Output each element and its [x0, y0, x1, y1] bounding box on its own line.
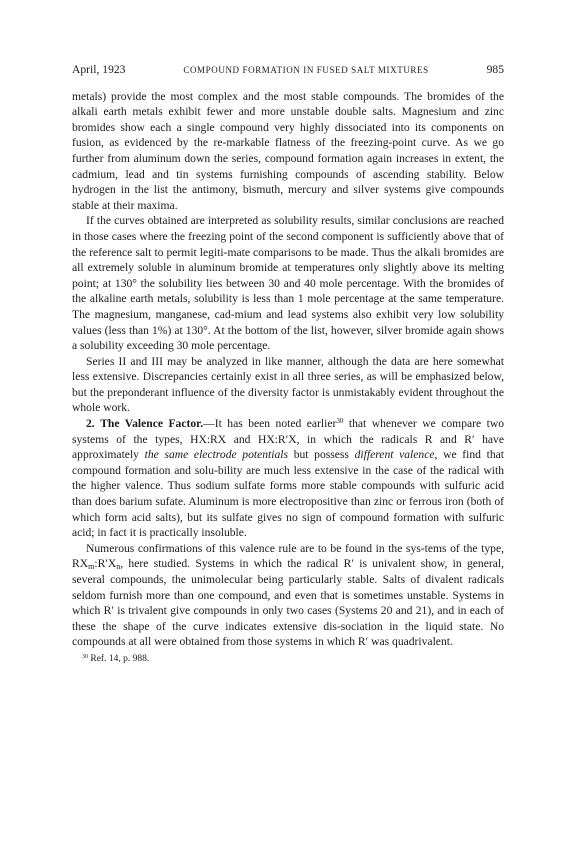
running-title: COMPOUND FORMATION IN FUSED SALT MIXTURES	[183, 65, 429, 75]
paragraph-5-text-1: Numerous confirmations of this valence rule are to be found in the sys-tems of the type, RX	[72, 541, 504, 571]
paragraph-4-text-3: but possess	[288, 448, 355, 462]
emphasis-different-valence: different valence	[354, 448, 435, 462]
running-header	[72, 62, 504, 79]
footnote-reference[interactable]: 30	[336, 417, 344, 426]
paragraph-4-text-1: —It has been noted earlier	[203, 417, 337, 431]
emphasis-electrode-potentials: the same electrode potentials	[144, 448, 289, 462]
subscript-m: m	[88, 562, 95, 572]
footnote-number: 30	[82, 653, 88, 660]
paragraph-3: Series II and III may be analyzed in like manner, although the data are here somewhat less extensive. Discrepancies certainly exist in all three series, as will be emphasized below, but the preponderant influence of the diversity factor is unmistakably evident throughout the whole work.	[72, 354, 504, 415]
journal-page	[72, 62, 504, 666]
paragraph-5	[72, 541, 504, 650]
paragraph-4	[72, 416, 504, 541]
section-heading: The Valence Factor.	[100, 417, 204, 431]
footnote	[72, 653, 504, 666]
paragraph-2: If the curves obtained are interpreted as solubility results, similar conclusions are reached in those cases where the freezing point of the second component is sufficiently above that of the reference salt to permit legiti-mate comparisons to be made. Thus the alkali bromides are all extremely soluble in aluminum bromide at temperatures only slightly above its melting point; at 130° the solubility lies between 30 and 40 mole percentage. With the bromides of the alkaline earth metals, solubility is less than 1 mole percentage at the same temperature. The magnesium, manganese, cad-mium and lead systems also exhibit very low solubility values (less than 1%) at 130°. At the bottom of the list, however, silver bromide again shows a solubility exceeding 30 mole percentage.	[72, 214, 504, 353]
paragraph-5-text-2: :R′X	[94, 557, 117, 571]
section-number: 2.	[86, 417, 95, 431]
issue-date: April, 1923	[72, 63, 126, 76]
paragraph-4-text-2: that whenever we compare two systems of the types, HX:RX and HX:R′X, in which the radicals R and R′ have approximately	[72, 417, 505, 462]
paragraph-1: metals) provide the most complex and the most stable compounds. The bromides of the alkali earth metals exhibit fewer and more unstable double salts. Magnesium and zinc bromides show each a single compound very highly dissociated into its components on fusion, as evidenced by the re-markable flatness of the freezing-point curve. As we go further from aluminum down the series, compound formation again increases in extent, the cadmium, lead and tin systems furnishing compounds of ascending stability. Below hydrogen in the list the antimony, bismuth, mercury and silver systems give compounds stable at their maxima.	[72, 89, 504, 212]
page-number: 985	[486, 63, 504, 76]
subscript-n: n	[116, 562, 121, 572]
paragraph-5-text-3: , here studied. Systems in which the radical R′ is univalent show, in general, several compounds, the unimolecular being particularly stable. Salts of divalent radicals seldom furnish more than one compound, and even that is sometimes unstable. Systems in which R′ is trivalent give compounds in only two cases (Systems 20 and 21), and in each of these the shape of the curve indicates extensive dis-sociation in the liquid state. No compounds at all were obtained from those systems in which R′ was quadrivalent.	[72, 557, 504, 649]
footnote-text: Ref. 14, p. 988.	[88, 653, 150, 664]
paragraph-4-text-4: , we find that compound formation and solu-bility are much less extensive in the case of the radical with the higher valence. Thus sodium sulfate forms more stable compounds with sulfuric acid than does barium sufate. Aluminum is more electropositive than zinc or ferrous iron (both of which form acid salts), but its sulfate gives no sign of compound formation with sulfuric acid; in fact it is practically insoluble.	[72, 448, 504, 540]
